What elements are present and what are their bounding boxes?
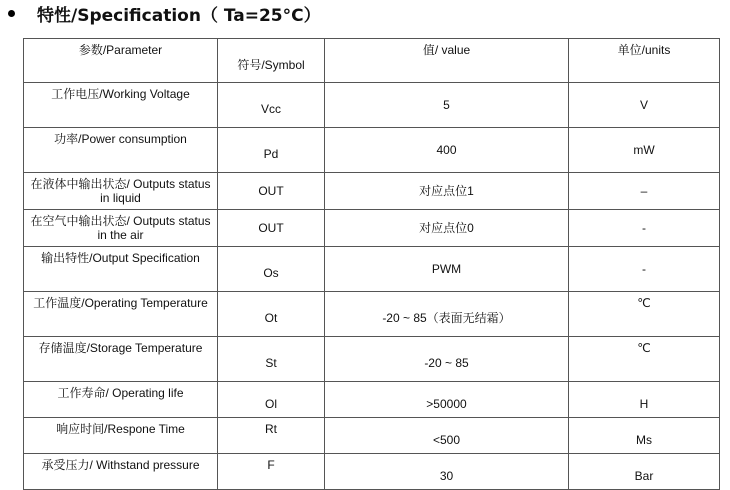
table-row [24,210,720,247]
cell-symbol: St [218,337,325,382]
cell-symbol: Os [218,247,325,292]
spec-heading [8,0,321,26]
cell-unit: - [569,210,720,247]
cell-symbol: Ol [218,382,325,418]
cell-value: <500 [325,418,569,454]
cell-symbol: Rt [218,418,325,454]
cell-unit: ℃ [569,292,720,337]
cell-unit: V [569,83,720,128]
cell-symbol: OUT [218,173,325,210]
cell-parameter: 响应时间/Respone Time [24,418,218,454]
cell-parameter: 在空气中输出状态/ Outputs status in the air [24,210,218,247]
table-header-row [24,39,720,83]
cell-parameter: 承受压力/ Withstand pressure [24,454,218,490]
cell-parameter: 工作电压/Working Voltage [24,83,218,128]
cell-unit: – [569,173,720,210]
cell-unit: mW [569,128,720,173]
cell-value: PWM [325,247,569,292]
cell-symbol: F [218,454,325,490]
table-row [24,418,720,454]
cell-parameter: 工作温度/Operating Temperature [24,292,218,337]
cell-value: -20 ~ 85 [325,337,569,382]
header-symbol: 符号/Symbol [218,39,325,83]
cell-parameter: 输出特性/Output Specification [24,247,218,292]
table-row [24,337,720,382]
table-row [24,454,720,490]
cell-value: 400 [325,128,569,173]
cell-unit: H [569,382,720,418]
cell-parameter: 在液体中输出状态/ Outputs status in liquid [24,173,218,210]
table-row [24,128,720,173]
cell-symbol: Ot [218,292,325,337]
header-value: 值/ value [325,39,569,83]
cell-value: >50000 [325,382,569,418]
table-row [24,292,720,337]
cell-unit: ℃ [569,337,720,382]
header-parameter: 参数/Parameter [24,39,218,83]
cell-value: 30 [325,454,569,490]
table-row [24,382,720,418]
cell-value: 5 [325,83,569,128]
cell-parameter: 工作寿命/ Operating life [24,382,218,418]
cell-unit: Bar [569,454,720,490]
cell-parameter: 存储温度/Storage Temperature [24,337,218,382]
table-row [24,247,720,292]
table-row [24,83,720,128]
cell-unit: Ms [569,418,720,454]
cell-value: -20 ~ 85（表面无结霜） [325,292,569,337]
spec-table [23,38,720,490]
bullet-icon [8,10,15,17]
cell-symbol: Vcc [218,83,325,128]
spec-title: 特性/Specification（ Ta=25°C） [37,5,321,26]
cell-symbol: OUT [218,210,325,247]
cell-symbol: Pd [218,128,325,173]
table-row [24,173,720,210]
cell-value: 对应点位0 [325,210,569,247]
cell-unit: - [569,247,720,292]
cell-parameter: 功率/Power consumption [24,128,218,173]
cell-value: 对应点位1 [325,173,569,210]
header-units: 单位/units [569,39,720,83]
